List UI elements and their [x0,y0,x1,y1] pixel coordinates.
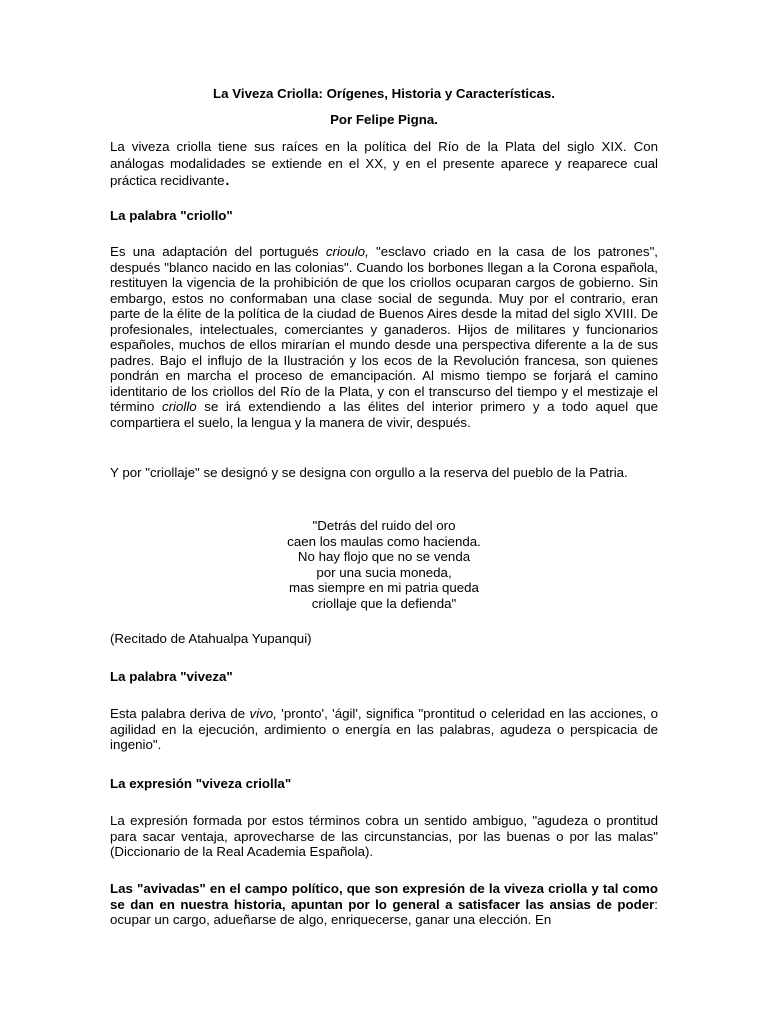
intro-text: La viveza criolla tiene sus raíces en la política del Río de la Plata del siglo XIX. Con análogas modalidades se extiende en el XX, y en el presente aparece y reaparece cual práctica recidivante [110,139,658,188]
criollo-text-c: "esclavo criado en la casa de los patrones", después "blanco nacido en las colonias". Cuando los borbones llegan a la Corona española, restituyen la vigencia de la prohibición de que los criollos ocuparan cargos de gobierno. Sin embargo, estos no conformaban una clase social de segunda. Muy por el contrario, eran parte de la élite de la política de la ciudad de Buenos Aires desde la mitad del siglo XVIII. De profesionales, intelectuales, comerciantes y ganaderos. Hijos de militares y funcionarios españoles, muchos de ellos mirarían el mundo desde una perspectiva diferente a la de sus padres. Bajo el influjo de la Ilustración y los ecos de la Revolución francesa, son quienes pondrán en marcha el proceso de emancipación. Al mismo tiempo se forjará el camino identitario de los criollos del Río de la Plata, y con el transcurso del tiempo y el mestizaje el término [110,244,658,414]
poem-line: mas siempre en mi patria queda [289,580,479,595]
poem-line: No hay flojo que no se venda [297,549,471,564]
criollaje-paragraph: Y por "criollaje" se designó y se designa con orgullo a la reserva del pueblo de la Patria. [110,465,628,480]
section-heading-criollo: La palabra "criollo" [110,208,233,223]
document-title: La Viveza Criolla: Orígenes, Historia y Características. [213,86,555,101]
viveza-term-vivo: vivo, [249,706,277,721]
intro-period: . [224,168,231,190]
criollo-text-e: se irá extendiendo a las élites del interior primero y a todo aquel que compartiera el suelo, la lengua y la manera de vivir, después. [110,399,658,430]
poem-citation: (Recitado de Atahualpa Yupanqui) [110,631,312,646]
criollo-term-crioulo: crioulo, [325,244,369,259]
poem-line: por una sucia moneda, [316,564,452,580]
avivadas-rest-text: : ocupar un cargo, adueñarse de algo, enriquecerse, ganar una elección. En [110,896,658,927]
criollo-text-a: Es una adaptación del portugués [110,244,326,259]
poem-line: caen los maulas como hacienda. [287,533,481,549]
document-author: Por Felipe Pigna. [330,112,438,127]
section-heading-viveza-criolla: La expresión "viveza criolla" [110,776,292,791]
viveza-text-a: Esta palabra deriva de [110,706,250,721]
poem-line: criollaje que la defienda" [311,595,457,611]
viveza-text-c: 'pronto', 'ágil', significa "prontitud o celeridad en las acciones, o agilidad en la ejecución, ardimiento o energía en las palabras, agudeza o perspicacia de ingenio". [110,706,658,752]
avivadas-bold-text: Las "avivadas" en el campo político, que son expresión de la viveza criolla y tal como se dan en nuestra historia, apuntan por lo general a satisfacer las ansias de poder [110,881,658,912]
avivadas-paragraph [110,881,658,928]
section-heading-viveza: La palabra "viveza" [110,669,233,684]
criollo-term-criollo: criollo [161,399,197,414]
intro-paragraph [110,138,658,189]
viveza-criolla-paragraph: La expresión formada por estos términos cobra un sentido ambiguo, "agudeza o prontitud para sacar ventaja, aprovecharse de las circunstancias, por las buenas o por las malas" (Diccionario de la Real Academia Española). [110,813,658,859]
poem-block [110,518,658,611]
poem-line: "Detrás del ruido del oro [312,518,456,533]
criollo-paragraph [110,244,658,430]
viveza-paragraph [110,706,658,753]
